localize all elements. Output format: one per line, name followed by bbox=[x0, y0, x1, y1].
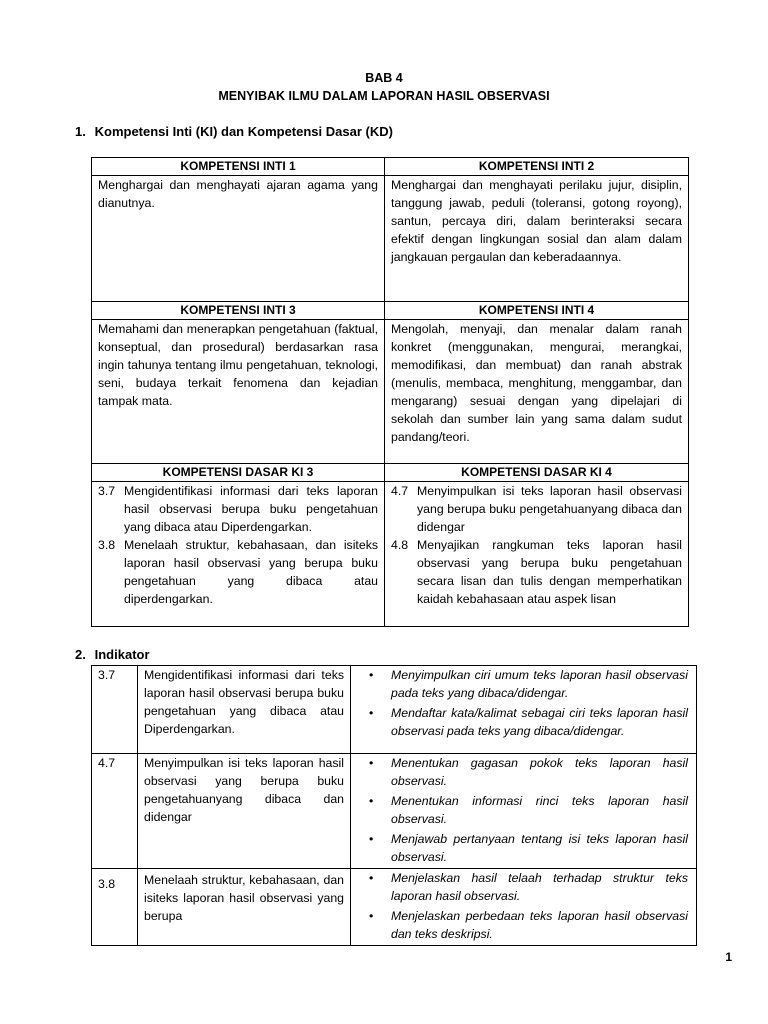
section-1-title: Kompetensi Inti (KI) dan Kompetensi Dasar (KD) bbox=[94, 124, 393, 139]
section-1-number: 1. bbox=[75, 124, 86, 139]
section-1-heading bbox=[75, 124, 393, 139]
chapter-label: BAB 4 bbox=[365, 71, 403, 85]
kd-item bbox=[98, 536, 378, 608]
ki-3-header: KOMPETENSI INTI 3 bbox=[92, 302, 385, 320]
kd-number: 3.8 bbox=[98, 538, 116, 552]
list-item: • Menjelaskan hasil telaah terhadap struktur teks laporan hasil observasi. bbox=[365, 869, 688, 905]
ki-2-text: Menghargai dan menghayati perilaku jujur, disiplin, tanggung jawab, peduli (toleransi, gotong royong), santun, percaya diri, dalam berinteraksi secara efektif dengan lingkungan sosial dan alam dalam jangkauan pergaulan dan keberadaannya. bbox=[385, 176, 689, 302]
indicator-code: 3.8 bbox=[92, 869, 138, 946]
indicator-description: Menyimpulkan isi teks laporan hasil observasi yang berupa buku pengetahuanyang dibaca dan didengar bbox=[138, 754, 351, 869]
kd-number: 4.8 bbox=[391, 538, 409, 552]
indicator-list-cell bbox=[351, 754, 697, 869]
ki-4-text: Mengolah, menyaji, dan menalar dalam ranah konkret (menggunakan, mengurai, merangkai, memodifikasi, dan membuat) dan ranah abstrak (menulis, membaca, menghitung, menggambar, dan mengarang) sesuai dengan yang dipelajari di sekolah dan sumber lain yang sama dalam sudut pandang/teori. bbox=[385, 320, 689, 464]
kd-text: Menyajikan rangkuman teks laporan hasil observasi yang berupa buku pengetahuan secara lisan dan tulis dengan memperhatikan kaidah kebahasaan atau aspek lisan bbox=[417, 538, 682, 606]
indicator-description: Mengidentifikasi informasi dari teks laporan hasil observasi berupa buku pengetahuan yang dibaca atau Diperdengarkan. bbox=[138, 666, 351, 754]
kd-4-cell bbox=[385, 482, 689, 627]
indicator-code: 3.7 bbox=[92, 666, 138, 754]
kd-item bbox=[391, 536, 682, 608]
ki-3-text: Memahami dan menerapkan pengetahuan (faktual, konseptual, dan prosedural) berdasarkan rasa ingin tahunya tentang ilmu pengetahuan, teknologi, seni, budaya terkait fenomena dan kejadian tampak mata. bbox=[92, 320, 385, 464]
indicator-table bbox=[91, 665, 697, 946]
list-item: • Menentukan gagasan pokok teks laporan hasil observasi. bbox=[365, 754, 688, 790]
indicator-description: Menelaah struktur, kebahasaan, dan isiteks laporan hasil observasi yang berupa bbox=[138, 869, 351, 946]
indicator-list-cell bbox=[351, 869, 697, 946]
kd-3-cell bbox=[92, 482, 385, 627]
ki-1-header: KOMPETENSI INTI 1 bbox=[92, 158, 385, 176]
kd-item bbox=[391, 482, 682, 536]
section-2-number: 2. bbox=[75, 647, 86, 662]
ki-2-header: KOMPETENSI INTI 2 bbox=[385, 158, 689, 176]
table-row bbox=[92, 666, 697, 754]
competency-table bbox=[91, 157, 689, 627]
list-item: • Menyimpulkan ciri umum teks laporan hasil observasi pada teks yang dibaca/didengar. bbox=[365, 666, 688, 702]
indicator-list-cell bbox=[351, 666, 697, 754]
section-2-heading bbox=[75, 647, 150, 662]
page-number: 1 bbox=[725, 950, 732, 964]
kd-item bbox=[98, 482, 378, 536]
list-item: • Mendaftar kata/kalimat sebagai ciri teks laporan hasil observasi pada teks yang dibaca/didengar. bbox=[365, 704, 688, 740]
kd-text: Menelaah struktur, kebahasaan, dan isiteks laporan hasil observasi yang berupa buku pengetahuan yang dibaca atau diperdengarkan. bbox=[124, 538, 378, 606]
list-item: • Menjawab pertanyaan tentang isi teks laporan hasil observasi. bbox=[365, 830, 688, 866]
list-item: • Menentukan informasi rinci teks laporan hasil observasi. bbox=[365, 792, 688, 828]
ki-1-text: Menghargai dan menghayati ajaran agama yang dianutnya. bbox=[92, 176, 385, 302]
chapter-title: MENYIBAK ILMU DALAM LAPORAN HASIL OBSERVASI bbox=[218, 89, 550, 103]
table-row bbox=[92, 754, 697, 869]
table-row bbox=[92, 869, 697, 946]
indicator-code: 4.7 bbox=[92, 754, 138, 869]
kd-text: Menyimpulkan isi teks laporan hasil observasi yang berupa buku pengetahuanyang dibaca dan didengar bbox=[417, 484, 682, 534]
list-item: • Menjelaskan perbedaan teks laporan hasil observasi dan teks deskripsi. bbox=[365, 907, 688, 943]
kd-text: Mengidentifikasi informasi dari teks laporan hasil observasi berupa buku pengetahuan yang dibaca atau Diperdengarkan. bbox=[124, 484, 378, 534]
kd-3-header: KOMPETENSI DASAR KI 3 bbox=[92, 464, 385, 482]
kd-4-header: KOMPETENSI DASAR KI 4 bbox=[385, 464, 689, 482]
kd-number: 3.7 bbox=[98, 484, 116, 498]
ki-4-header: KOMPETENSI INTI 4 bbox=[385, 302, 689, 320]
kd-number: 4.7 bbox=[391, 484, 409, 498]
section-2-title: Indikator bbox=[94, 647, 150, 662]
